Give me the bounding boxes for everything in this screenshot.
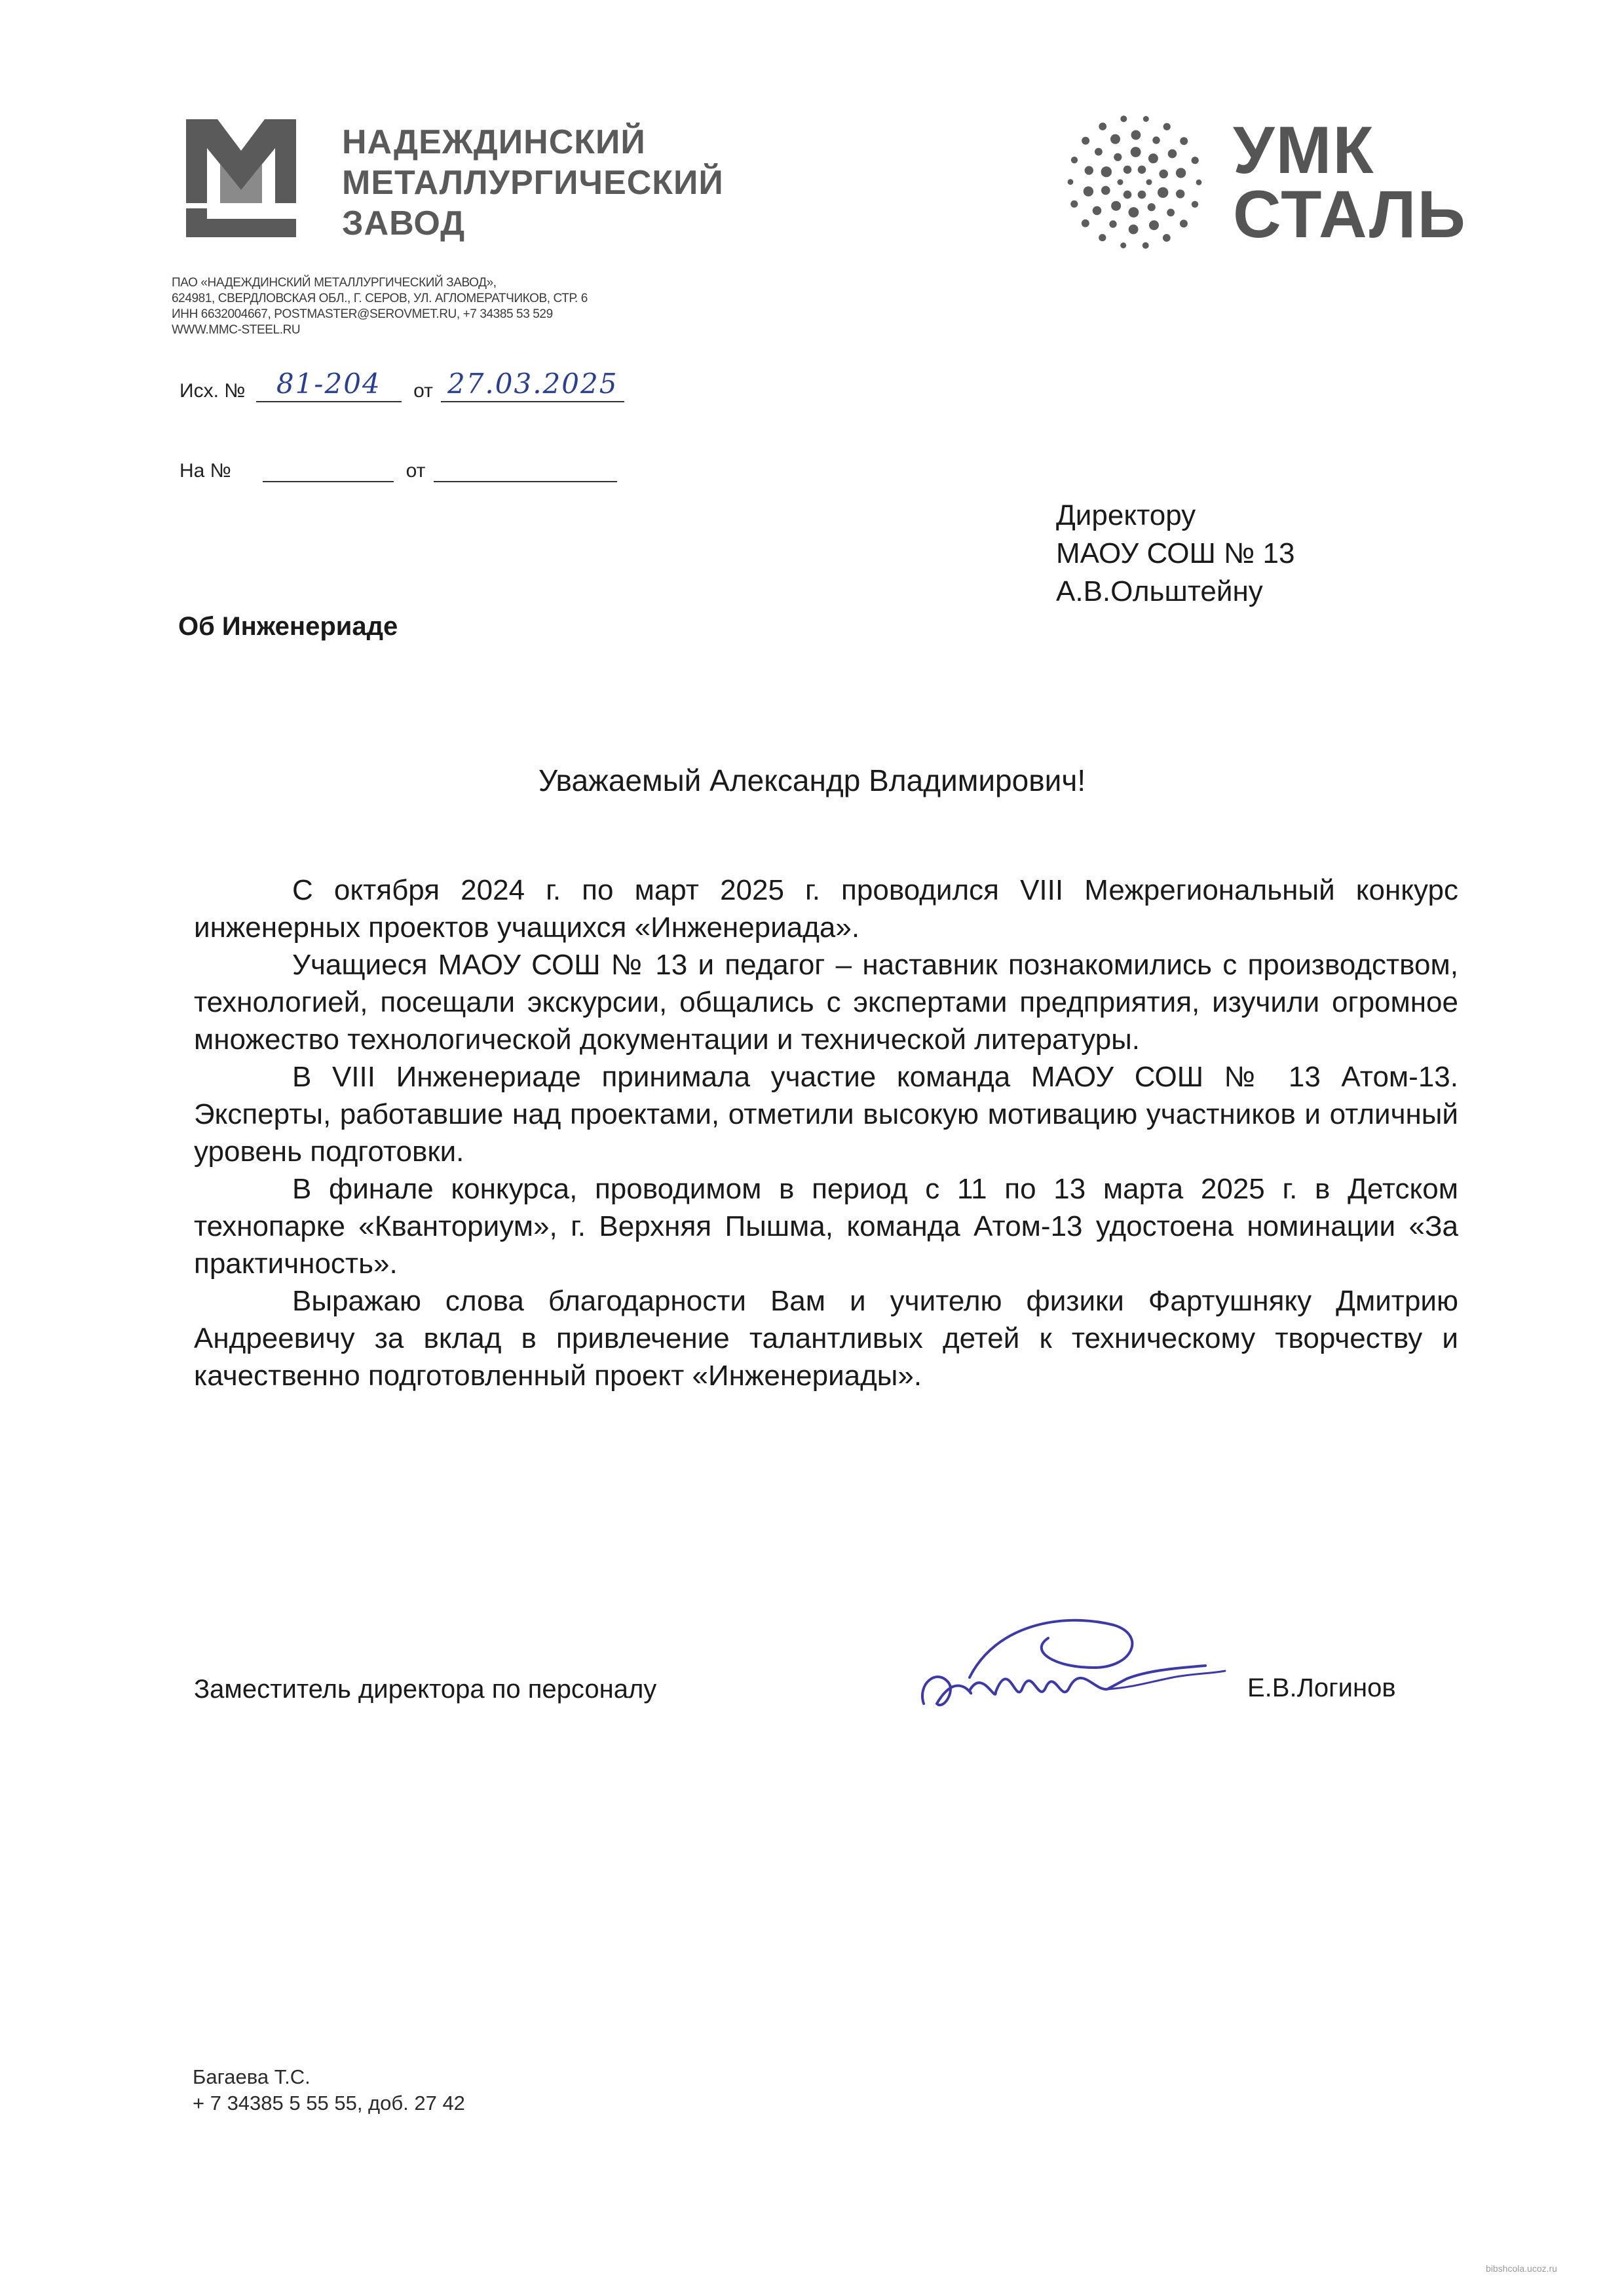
body-paragraph: Учащиеся МАОУ СОШ № 13 и педагог – наставник познакомились с производством, технологией, посещали экскурсии, общались с экспертами предприятия, изучили огромное множество технологической документации и технической литературы. (194, 949, 1458, 1056)
logo-dot (1148, 153, 1158, 163)
reference-date-field (434, 459, 617, 482)
logo-dot (1095, 148, 1103, 156)
logo-dot (1101, 186, 1110, 195)
logo-dot (1138, 191, 1146, 199)
outgoing-number: 81-204 (276, 368, 381, 400)
company-name (342, 122, 748, 244)
logo-dot (1082, 137, 1089, 145)
logo-dot (1118, 180, 1124, 185)
logo-dot (1120, 115, 1127, 122)
logo-dot (1192, 201, 1198, 208)
requisites-line: ИНН 6632004667, POSTMASTER@SEROVMET.RU, +7 34385 53 529 (172, 307, 553, 321)
logo-dot (1148, 203, 1156, 211)
outgoing-label: Исх. № (179, 380, 246, 402)
logo-dot (1163, 234, 1171, 242)
company-name-line: МЕТАЛЛУРГИЧЕСКИЙ (342, 164, 724, 202)
logo-dot (1167, 209, 1175, 217)
logo-dot (1168, 149, 1177, 159)
logo-dot (1068, 179, 1074, 185)
logo-dot (1131, 147, 1141, 157)
logo-dot (1101, 166, 1112, 177)
outgoing-number-row (179, 368, 624, 402)
executor-phone: + 7 34385 5 55 55, доб. 27 42 (193, 2092, 465, 2114)
logo-dot (1159, 170, 1168, 179)
watermark: bibshcola.ucoz.ru (1486, 2263, 1557, 2274)
body-paragraph: С октября 2024 г. по март 2025 г. проводился VIII Межрегиональный конкурс инженерных проектов учащихся «Инженериада». (194, 874, 1458, 944)
logo-dot (1129, 225, 1139, 235)
logo-dot (1180, 137, 1188, 145)
logo-dot (1131, 130, 1141, 140)
partner-name-line: УМК (1233, 113, 1375, 187)
requisites-line: ПАО «НАДЕЖДИНСКИЙ МЕТАЛЛУРГИЧЕСКИЙ ЗАВОД», (172, 276, 497, 290)
logo-dot (1180, 220, 1188, 227)
addressee-line: МАОУ СОШ № 13 (1056, 537, 1295, 569)
handwritten-signature-icon (897, 1605, 1264, 1736)
company-requisites (172, 275, 588, 338)
logo-dot (1093, 206, 1102, 216)
letter-subject: Об Инженериаде (178, 612, 398, 641)
logo-dot (1070, 201, 1078, 208)
outgoing-date-field (441, 368, 624, 402)
addressee-block (1056, 497, 1294, 611)
logo-dot (1099, 234, 1106, 241)
logo-dot (1176, 189, 1184, 198)
reference-label: На № (179, 460, 231, 482)
body-paragraph: Выражаю слова благодарности Вам и учителю физики Фартушняку Дмитрию Андреевичу за вклад в привлечение талантливых детей к техническому творчеству и качественно подготовленный проект «Инженериады». (194, 1285, 1458, 1392)
logo-dot (1084, 186, 1093, 196)
outgoing-date-label: от (413, 380, 433, 402)
logo-dot (1082, 220, 1089, 227)
requisites-line: 624981, СВЕРДЛОВСКАЯ ОБЛ., Г. СЕРОВ, УЛ. АГЛОМЕРАТЧИКОВ, СТР. 6 (172, 292, 588, 305)
logo-dot (1120, 242, 1126, 248)
logo-dot (1149, 220, 1159, 230)
reference-number-field (263, 459, 394, 482)
logo-dot (1143, 116, 1149, 122)
body-paragraph: В VIII Инженериаде принимала участие команда МАОУ СОШ № 13 Атом-13. Эксперты, работавшие над проектами, отметили высокую мотивацию участников и отличный уровень подготовки. (194, 1061, 1458, 1168)
logo-dot (1163, 123, 1171, 130)
logo-dot (1152, 136, 1160, 144)
logo-dot (1129, 207, 1139, 218)
logo-dot (1099, 123, 1106, 130)
logo-dot (1085, 166, 1093, 174)
logo-dot (1146, 180, 1152, 185)
logo-dot (1192, 157, 1199, 164)
addressee-line: Директору (1056, 499, 1196, 531)
reference-date-label: от (406, 460, 426, 482)
company-name-line: НАДЕЖДИНСКИЙ (342, 123, 646, 161)
logo-dot (1124, 191, 1132, 199)
greeting: Уважаемый Александр Владимирович! (538, 763, 1086, 797)
partner-name-line: СТАЛЬ (1233, 177, 1467, 252)
logo-dot (1124, 166, 1132, 174)
umk-dots-logo-icon (1056, 104, 1213, 261)
company-name-line: ЗАВОД (342, 204, 466, 242)
executor-block (193, 2064, 465, 2116)
logo-dot (1111, 201, 1121, 211)
logo-dot (1196, 180, 1202, 185)
signatory-position: Заместитель директора по персоналу (194, 1675, 657, 1704)
signatory-name: Е.В.Логинов (1247, 1674, 1396, 1702)
logo-dot (1110, 134, 1120, 144)
logo-dot (1114, 153, 1122, 161)
logo-dot (1071, 157, 1078, 163)
requisites-line: WWW.MMC-STEEL.RU (172, 323, 301, 337)
executor-name: Багаева Т.С. (193, 2065, 311, 2088)
reference-number-row (179, 459, 617, 482)
outgoing-date: 27.03.2025 (447, 368, 618, 400)
letter-body (194, 871, 1458, 1394)
logo-dot (1109, 220, 1116, 227)
logo-dot (1142, 242, 1149, 249)
logo-dot (1158, 187, 1168, 198)
partner-name (1233, 113, 1467, 252)
addressee-line: А.В.Ольштейну (1056, 575, 1263, 607)
outgoing-number-field (256, 368, 402, 402)
logo-dot (1138, 166, 1146, 174)
nmz-logo-icon (176, 111, 307, 242)
logo-dot (1176, 168, 1186, 178)
body-paragraph: В финале конкурса, проводимом в период с 11 по 13 марта 2025 г. в Детском технопарке «Кванториум», г. Верхняя Пышма, команда Атом-13 удостоена номинации «За практичность». (194, 1173, 1458, 1280)
